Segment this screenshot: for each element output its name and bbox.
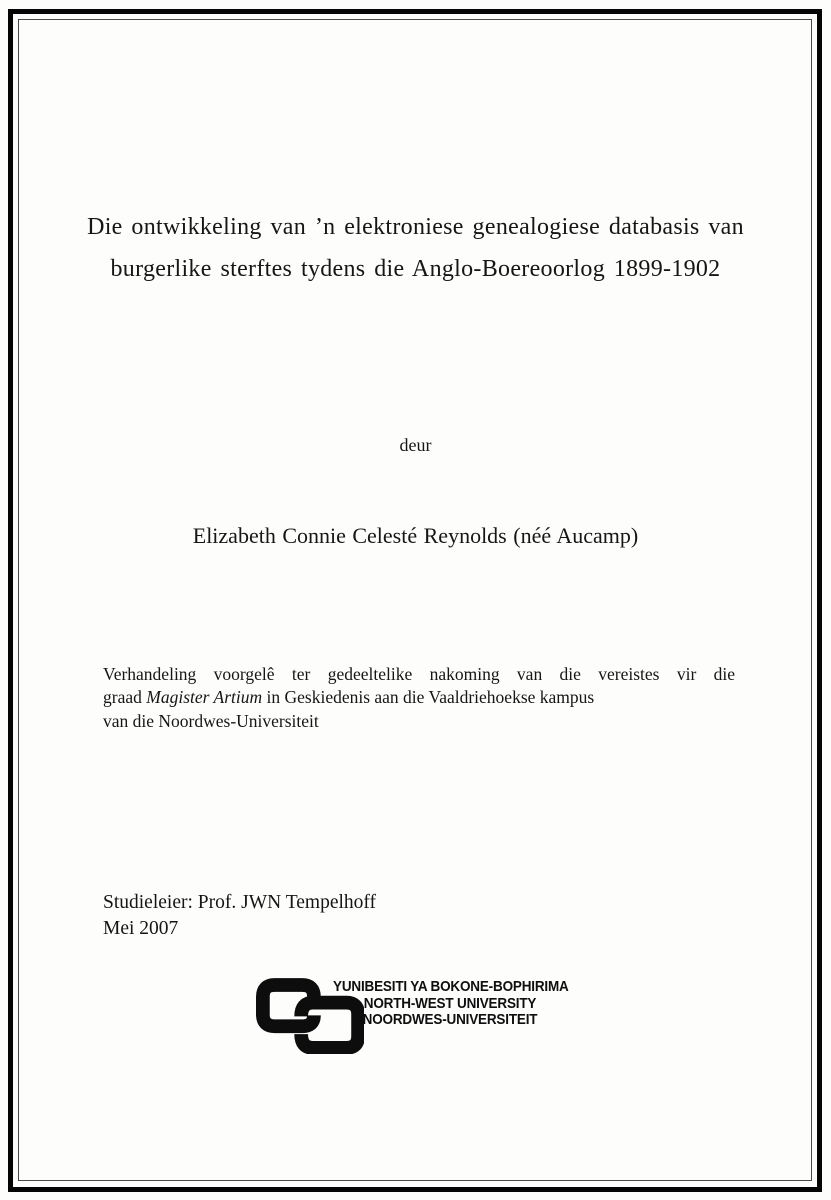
thesis-title-line1: Die ontwikkeling van ’n elektroniese genealogiese databasis van <box>87 214 744 240</box>
university-name-english: NORTH-WEST UNIVERSITY <box>363 994 537 1012</box>
university-name-afrikaans: NOORDWES-UNIVERSITEIT <box>362 1011 538 1028</box>
statement-line3: van die Noordwes-Universiteit <box>103 710 319 731</box>
author-name: Elizabeth Connie Celesté Reynolds (néé Aucamp) <box>192 523 639 548</box>
statement-line2 <box>103 686 735 709</box>
supervisor-line: Studieleier: Prof. JWN Tempelhoff <box>103 892 377 913</box>
statement-line2-degree: Magister Artium <box>146 687 263 708</box>
supervisor-block <box>103 890 376 942</box>
statement-line1: Verhandeling voorgelê ter gedeeltelike nakoming van die vereistes vir die <box>103 664 735 684</box>
date-line: Mei 2007 <box>103 918 179 939</box>
thesis-statement <box>103 663 735 733</box>
university-name-block <box>333 979 567 1029</box>
statement-line2-post: in Geskiedenis aan die Vaaldriehoekse kampus <box>262 687 595 708</box>
university-name-setswana: YUNIBESITI YA BOKONE-BOPHIRIMA <box>333 978 569 995</box>
thesis-title <box>0 206 831 290</box>
statement-line2-pre: graad <box>103 687 147 708</box>
byline-label: deur <box>399 435 432 455</box>
thesis-title-line2: burgerlike sterftes tydens die Anglo-Boereoorlog 1899-1902 <box>110 256 721 282</box>
